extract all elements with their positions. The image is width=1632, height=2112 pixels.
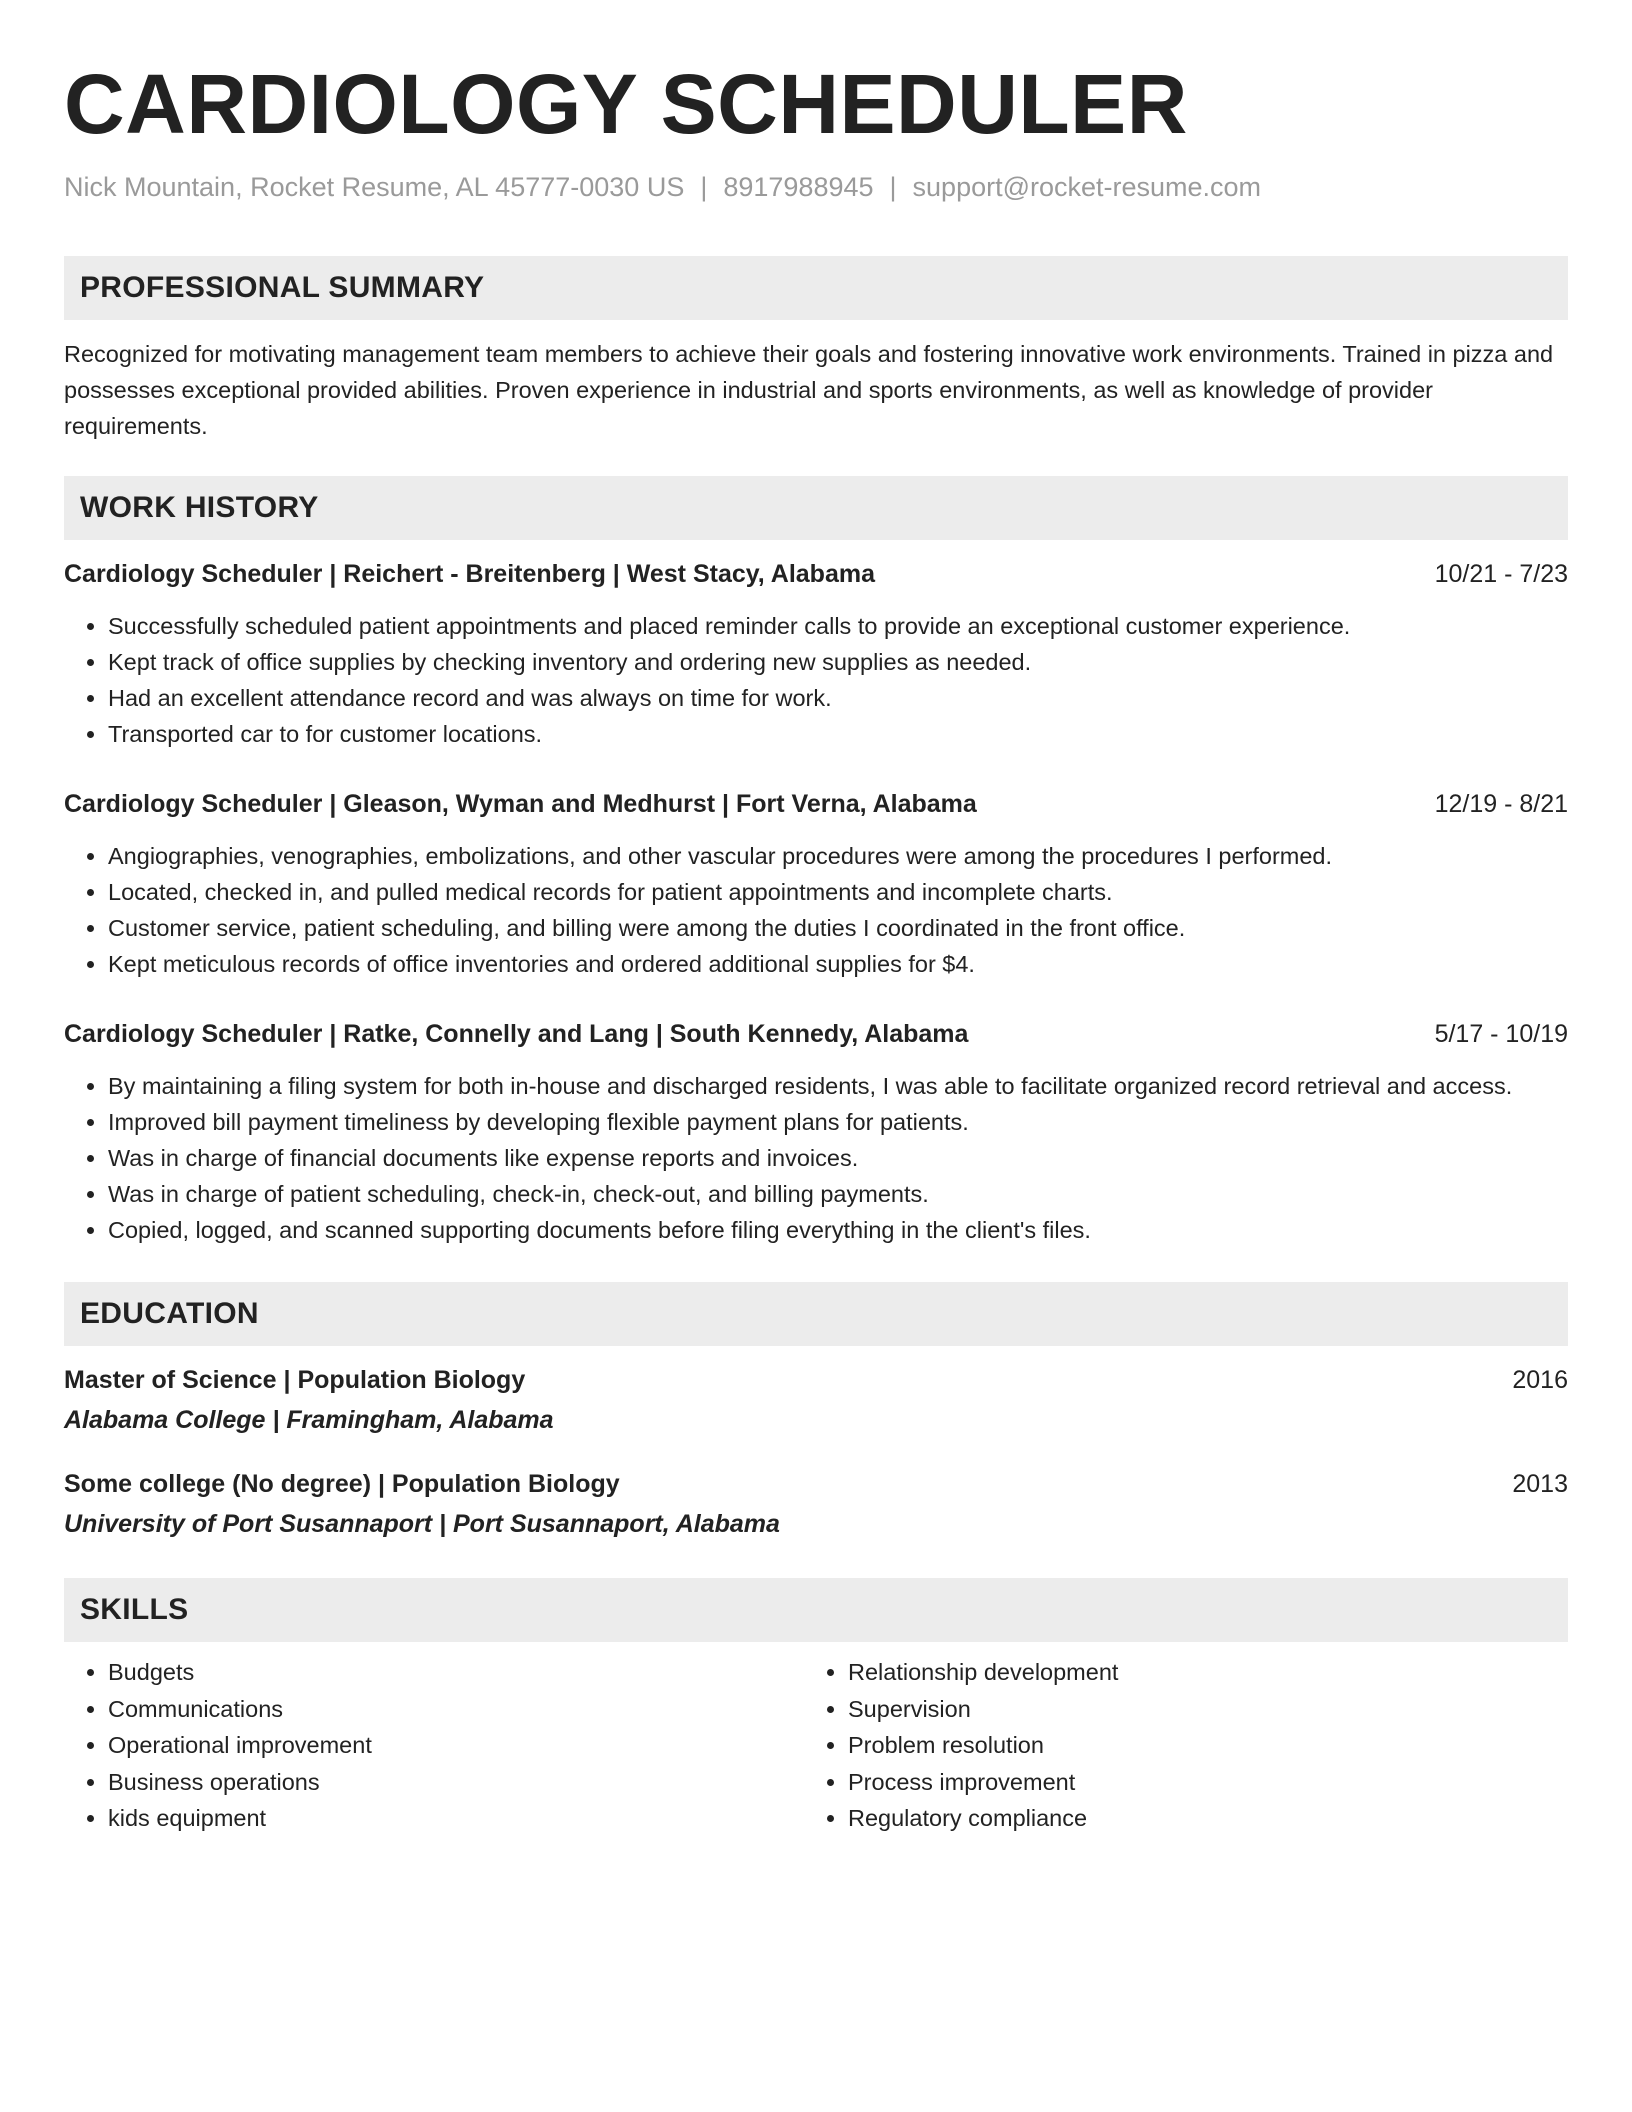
skills-columns [64,1654,1568,1837]
education-school: Alabama College | Framingham, Alabama [64,1406,554,1434]
skills-list [64,1654,804,1837]
education-degree: Some college (No degree) | Population Biology [64,1470,620,1498]
contact-email: support@rocket-resume.com [912,172,1262,202]
job-title: Cardiology Scheduler | Ratke, Connelly and Lang | South Kennedy, Alabama [64,1020,969,1048]
job-bullet: • Located, checked in, and pulled medical records for patient appointments and incomplete charts. [108,874,1568,910]
contact-separator: | [889,172,897,202]
job-bullet: • By maintaining a filing system for both in-house and discharged residents, I was able to facilitate organized record retrieval and access. [108,1068,1568,1104]
job-title: Cardiology Scheduler | Gleason, Wyman and Medhurst | Fort Verna, Alabama [64,790,977,818]
job-heading-row [64,786,1568,822]
skill-item: • Business operations [108,1764,804,1801]
section-header-summary: PROFESSIONAL SUMMARY [64,256,1568,320]
job-heading-row [64,1016,1568,1052]
skill-item: • Supervision [848,1691,1548,1728]
job-bullet: • Had an excellent attendance record and was always on time for work. [108,680,1568,716]
contact-phone: 8917988945 [723,172,874,202]
job-entry [64,786,1568,982]
education-entry [64,1466,1568,1542]
job-bullet: • Angiographies, venographies, embolizations, and other vascular procedures were among the procedures I performed. [108,838,1568,874]
education-year: 2013 [1512,1470,1568,1498]
job-entry [64,1016,1568,1248]
job-title: Cardiology Scheduler | Reichert - Breitenberg | West Stacy, Alabama [64,560,875,588]
education-year: 2016 [1512,1366,1568,1394]
skill-item: • Communications [108,1691,804,1728]
skill-item: • Operational improvement [108,1727,804,1764]
job-bullets [64,608,1568,752]
education-heading-row [64,1362,1568,1398]
contact-separator: | [700,172,708,202]
job-bullet: • Successfully scheduled patient appointments and placed reminder calls to provide an exceptional customer experience. [108,608,1568,644]
skills-list [804,1654,1548,1837]
skills-column-left [64,1654,804,1837]
section-header-work-history: WORK HISTORY [64,476,1568,540]
job-bullet: • Kept track of office supplies by checking inventory and ordering new supplies as needed. [108,644,1568,680]
job-dates: 12/19 - 8/21 [1434,790,1568,818]
skill-item: • Problem resolution [848,1727,1548,1764]
job-bullet: • Was in charge of financial documents like expense reports and invoices. [108,1140,1568,1176]
contact-line [64,170,1568,204]
education-school: University of Port Susannaport | Port Susannaport, Alabama [64,1510,780,1538]
job-bullet: • Kept meticulous records of office inventories and ordered additional supplies for $4. [108,946,1568,982]
skill-item: • Relationship development [848,1654,1548,1691]
resume-name: CARDIOLOGY SCHEDULER [64,57,1188,151]
job-bullet: • Was in charge of patient scheduling, check-in, check-out, and billing payments. [108,1176,1568,1212]
skills-column-right [804,1654,1548,1837]
job-dates: 5/17 - 10/19 [1434,1020,1568,1048]
job-bullet: • Transported car to for customer locations. [108,716,1568,752]
job-bullets [64,1068,1568,1248]
job-bullet: • Customer service, patient scheduling, and billing were among the duties I coordinated in the front office. [108,910,1568,946]
skill-item: • Regulatory compliance [848,1800,1548,1837]
summary-text: Recognized for motivating management team members to achieve their goals and fostering innovative work environments. Trained in pizza and possesses exceptional provided abilities. Proven experience in industrial and sports environments, as well as knowledge of provider requirements. [64,341,1554,439]
section-header-education: EDUCATION [64,1282,1568,1346]
job-heading-row [64,556,1568,592]
job-bullets [64,838,1568,982]
education-heading-row [64,1466,1568,1502]
job-dates: 10/21 - 7/23 [1434,560,1568,588]
job-bullet: • Copied, logged, and scanned supporting documents before filing everything in the client's files. [108,1212,1568,1248]
job-bullet: • Improved bill payment timeliness by developing flexible payment plans for patients. [108,1104,1568,1140]
education-degree: Master of Science | Population Biology [64,1366,526,1394]
education-entry [64,1362,1568,1438]
section-header-skills: SKILLS [64,1578,1568,1642]
skill-item: • kids equipment [108,1800,804,1837]
skill-item: • Process improvement [848,1764,1548,1801]
contact-address: Nick Mountain, Rocket Resume, AL 45777-0030 US [64,172,685,202]
skill-item: • Budgets [108,1654,804,1691]
job-entry [64,556,1568,752]
